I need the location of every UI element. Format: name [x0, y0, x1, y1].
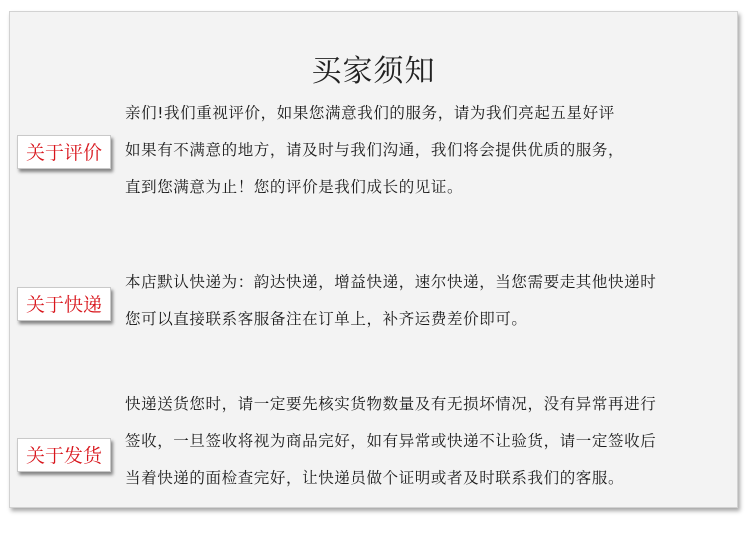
text-line: 您可以直接联系客服备注在订单上，补齐运费差价即可。 — [125, 310, 528, 328]
section-label-delivery: 关于发货 — [17, 438, 111, 472]
section-text-delivery — [125, 386, 730, 497]
section-label-review: 关于评价 — [17, 135, 111, 169]
text-line: 本店默认快递为：韵达快递，增益快递，速尔快递，当您需要走其他快递时 — [125, 273, 657, 291]
buyer-notice-panel — [9, 11, 738, 508]
section-label-shipping: 关于快递 — [17, 287, 111, 321]
page-title: 买家须知 — [311, 54, 436, 89]
text-line: 亲们!我们重视评价，如果您满意我们的服务，请为我们亮起五星好评 — [125, 104, 615, 122]
section-text-shipping — [125, 264, 730, 338]
text-line: 签收，一旦签收将视为商品完好，如有异常或快递不让验货，请一定签收后 — [125, 432, 657, 450]
text-line: 如果有不满意的地方，请及时与我们沟通，我们将会提供优质的服务， — [125, 141, 625, 159]
text-line: 快递送货您时，请一定要先核实货物数量及有无损坏情况，没有异常再进行 — [125, 395, 657, 413]
text-line: 直到您满意为止！您的评价是我们成长的见证。 — [125, 178, 464, 196]
text-line: 当着快递的面检查完好，让快递员做个证明或者及时联系我们的客服。 — [125, 469, 625, 487]
section-text-review — [125, 95, 730, 206]
